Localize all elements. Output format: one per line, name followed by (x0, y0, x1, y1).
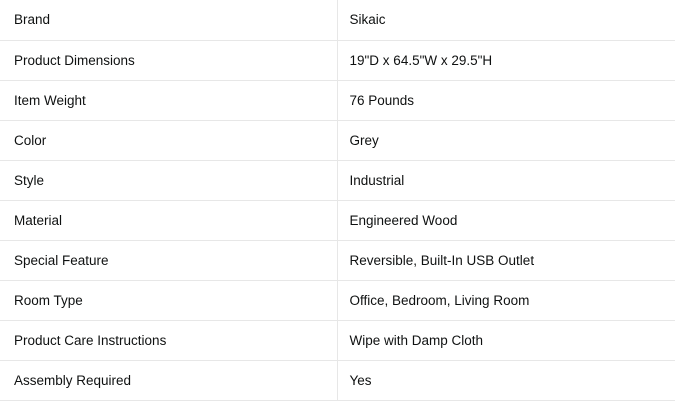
table-row (0, 240, 675, 280)
spec-value: Industrial (349, 172, 405, 188)
spec-value: Sikaic (349, 12, 386, 28)
spec-value: Yes (349, 372, 372, 388)
table-row (0, 120, 675, 160)
spec-value: Office, Bedroom, Living Room (349, 292, 530, 308)
spec-value: 76 Pounds (349, 92, 415, 108)
spec-label: Product Dimensions (0, 40, 337, 80)
table-row (0, 200, 675, 240)
spec-label: Color (0, 120, 337, 160)
table-row (0, 160, 675, 200)
spec-value: Grey (349, 132, 379, 148)
spec-label: Special Feature (0, 240, 337, 280)
spec-value: Engineered Wood (349, 212, 458, 228)
spec-value: Wipe with Damp Cloth (349, 332, 484, 348)
spec-label: Material (0, 200, 337, 240)
spec-value: 19"D x 64.5"W x 29.5"H (349, 52, 493, 68)
spec-label: Room Type (0, 280, 337, 320)
table-row (0, 320, 675, 360)
spec-value: Reversible, Built-In USB Outlet (349, 252, 535, 268)
spec-label: Brand (0, 0, 337, 40)
table-row (0, 280, 675, 320)
table-row (0, 80, 675, 120)
spec-label: Style (0, 160, 337, 200)
spec-label: Item Weight (0, 80, 337, 120)
spec-label: Product Care Instructions (0, 320, 337, 360)
table-row (0, 0, 675, 40)
spec-label: Assembly Required (0, 360, 337, 400)
table-row (0, 40, 675, 80)
table-row (0, 360, 675, 400)
